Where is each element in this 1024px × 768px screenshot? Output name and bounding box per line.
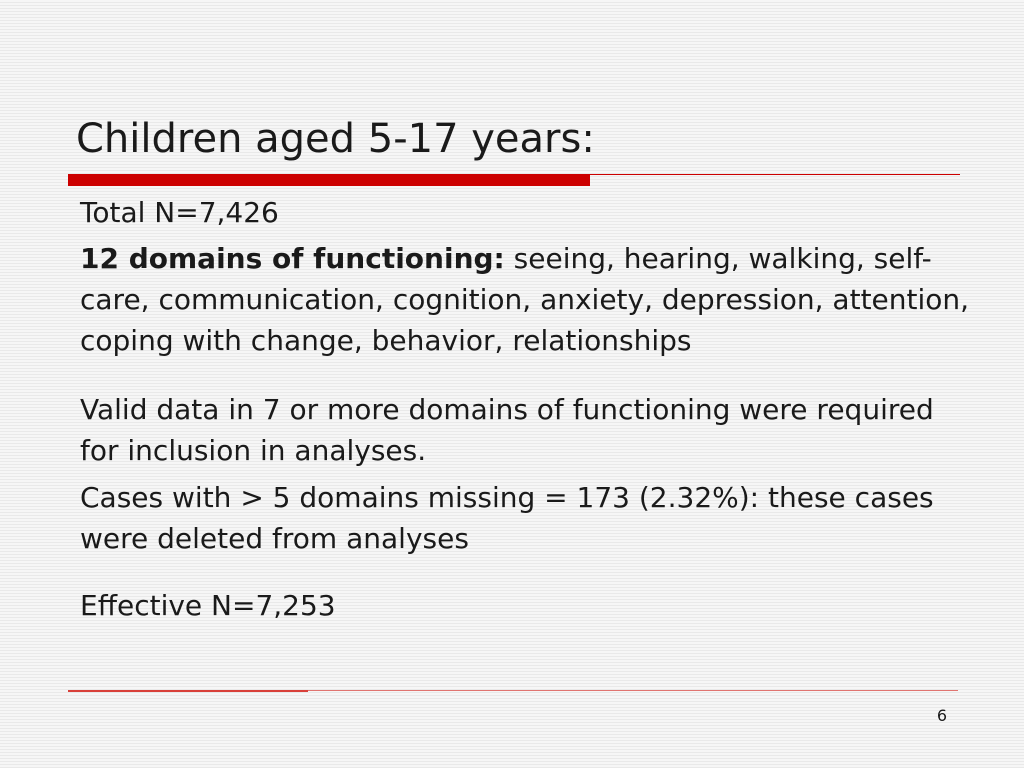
footer-rule-right bbox=[308, 690, 958, 691]
title-underline-thin bbox=[590, 174, 960, 175]
footer-rule-left bbox=[68, 690, 308, 692]
slide-title: Children aged 5-17 years: bbox=[76, 116, 595, 162]
cases-missing-paragraph: Cases with > 5 domains missing = 173 (2.32%): these cases were deleted from analyses bbox=[80, 481, 934, 555]
page-number: 6 bbox=[936, 706, 948, 725]
effective-n-text: Effective N=7,253 bbox=[80, 589, 336, 622]
total-n-text: Total N=7,426 bbox=[80, 196, 279, 229]
title-underline-thick bbox=[68, 174, 590, 186]
valid-data-paragraph: Valid data in 7 or more domains of functioning were required for inclusion in analyses. bbox=[80, 393, 934, 467]
domains-heading: 12 domains of functioning: bbox=[80, 242, 505, 275]
domains-paragraph bbox=[80, 238, 1000, 361]
domains-list: seeing, hearing, walking, self-care, communication, cognition, anxiety, depression, attention, coping with change, behavior, relationships bbox=[80, 242, 970, 357]
